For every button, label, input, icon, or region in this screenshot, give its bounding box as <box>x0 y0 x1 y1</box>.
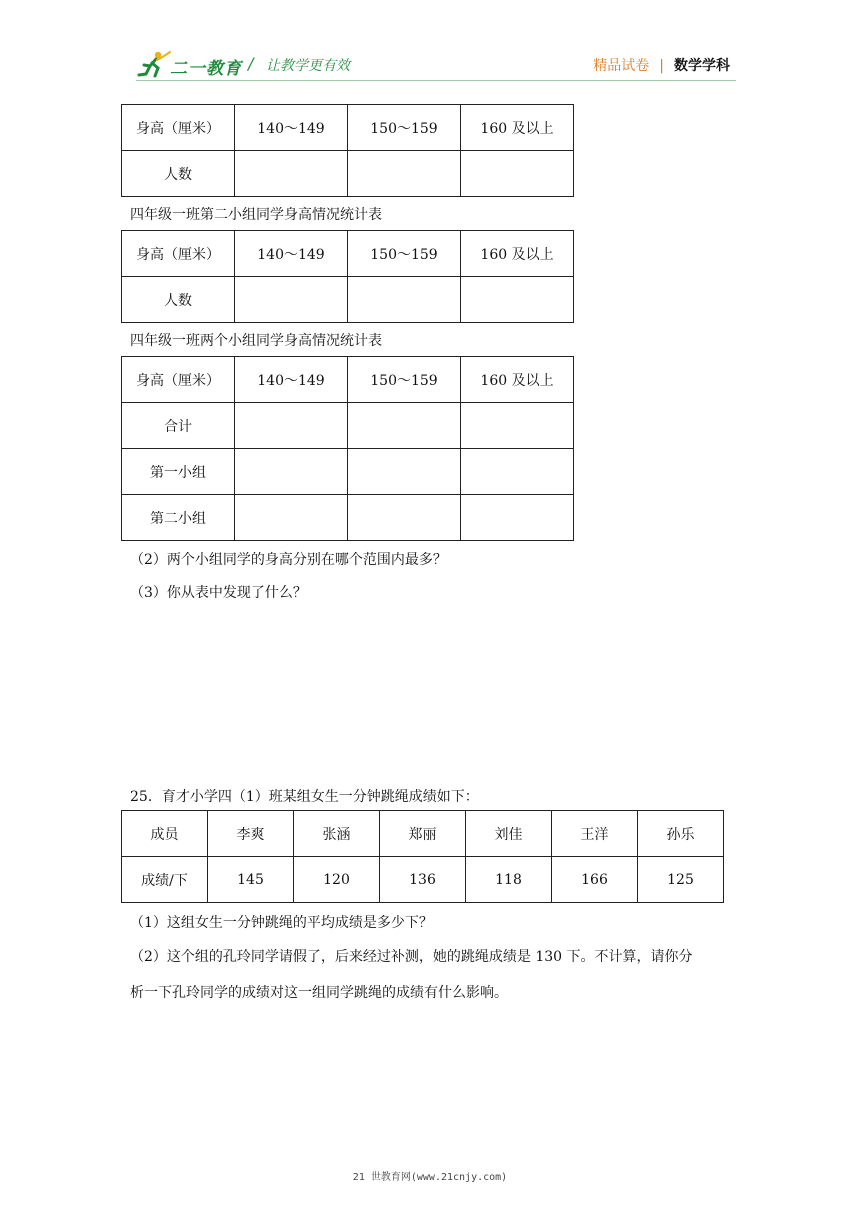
header-label-subject: 数学学科 <box>674 58 730 74</box>
brand-name: 二一教育 <box>170 59 242 79</box>
blank-cell <box>461 277 574 323</box>
question-24-part3: （3）你从表中发现了什么？ <box>130 585 307 601</box>
table-cell: 140～149 <box>235 357 348 403</box>
blank-cell <box>235 277 348 323</box>
table-cell: 140～149 <box>235 231 348 277</box>
table-cell: 140～149 <box>235 105 348 151</box>
table-cell: 李爽 <box>208 811 294 857</box>
table-row <box>122 811 724 857</box>
blank-cell <box>461 403 574 449</box>
table-row <box>122 403 574 449</box>
table3-caption: 四年级一班两个小组同学身高情况统计表 <box>130 333 382 349</box>
table-row <box>122 449 574 495</box>
table-cell: 合计 <box>122 403 235 449</box>
jump-rope-score-table <box>121 810 724 903</box>
blank-cell <box>461 151 574 197</box>
header-separator: | <box>659 58 664 74</box>
question-25-title: 25．育才小学四（1）班某组女生一分钟跳绳成绩如下： <box>130 789 479 805</box>
header-label-exam: 精品试卷 <box>593 58 650 74</box>
table-cell: 王洋 <box>552 811 638 857</box>
table-cell: 身高（厘米） <box>122 105 235 151</box>
table2-caption: 四年级一班第二小组同学身高情况统计表 <box>130 207 382 223</box>
question-25-part1: （1）这组女生一分钟跳绳的平均成绩是多少下？ <box>130 915 433 931</box>
blank-cell <box>348 151 461 197</box>
table-cell: 166 <box>552 857 638 903</box>
table-cell: 人数 <box>122 151 235 197</box>
table-cell: 160 及以上 <box>461 231 574 277</box>
table-cell: 150～159 <box>348 231 461 277</box>
question-24-part2: （2）两个小组同学的身高分别在哪个范围内最多？ <box>130 552 447 568</box>
table-row <box>122 105 574 151</box>
table-cell: 孙乐 <box>638 811 724 857</box>
table-cell: 150～159 <box>348 357 461 403</box>
table-cell: 郑丽 <box>380 811 466 857</box>
page-header <box>0 0 860 90</box>
table-row <box>122 495 574 541</box>
table-cell: 身高（厘米） <box>122 231 235 277</box>
blank-cell <box>235 403 348 449</box>
table-row <box>122 231 574 277</box>
table-cell: 125 <box>638 857 724 903</box>
blank-cell <box>348 449 461 495</box>
brand-slogan: 让教学更有效 <box>266 58 350 74</box>
blank-cell <box>461 495 574 541</box>
table-cell: 160 及以上 <box>461 105 574 151</box>
height-table-group1 <box>121 104 574 197</box>
blank-cell <box>235 449 348 495</box>
height-table-group2 <box>121 230 574 323</box>
runner-logo-icon <box>136 50 172 78</box>
table-cell: 成员 <box>122 811 208 857</box>
table-cell: 160 及以上 <box>461 357 574 403</box>
table-cell: 张涵 <box>294 811 380 857</box>
table-cell: 136 <box>380 857 466 903</box>
table-cell: 第一小组 <box>122 449 235 495</box>
table-cell: 150～159 <box>348 105 461 151</box>
table-row <box>122 857 724 903</box>
header-divider: / <box>248 54 254 73</box>
table-row <box>122 357 574 403</box>
table-cell: 身高（厘米） <box>122 357 235 403</box>
table-row <box>122 277 574 323</box>
page-footer: 21 世教育网(www.21cnjy.com) <box>352 1172 508 1183</box>
table-cell: 第二小组 <box>122 495 235 541</box>
table-cell: 人数 <box>122 277 235 323</box>
blank-cell <box>461 449 574 495</box>
blank-cell <box>348 495 461 541</box>
table-cell: 118 <box>466 857 552 903</box>
question-25-part2-line2: 析一下孔玲同学的成绩对这一组同学跳绳的成绩有什么影响。 <box>130 985 508 1001</box>
table-cell: 成绩/下 <box>122 857 208 903</box>
question-25-part2-line1: （2）这个组的孔玲同学请假了，后来经过补测，她的跳绳成绩是 130 下。不计算，请你分 <box>130 949 693 965</box>
blank-cell <box>348 403 461 449</box>
blank-cell <box>235 151 348 197</box>
table-cell: 刘佳 <box>466 811 552 857</box>
header-right <box>593 55 730 75</box>
header-rule <box>136 80 736 81</box>
height-table-combined <box>121 356 574 541</box>
blank-cell <box>348 277 461 323</box>
blank-cell <box>235 495 348 541</box>
table-cell: 145 <box>208 857 294 903</box>
table-cell: 120 <box>294 857 380 903</box>
table-row <box>122 151 574 197</box>
